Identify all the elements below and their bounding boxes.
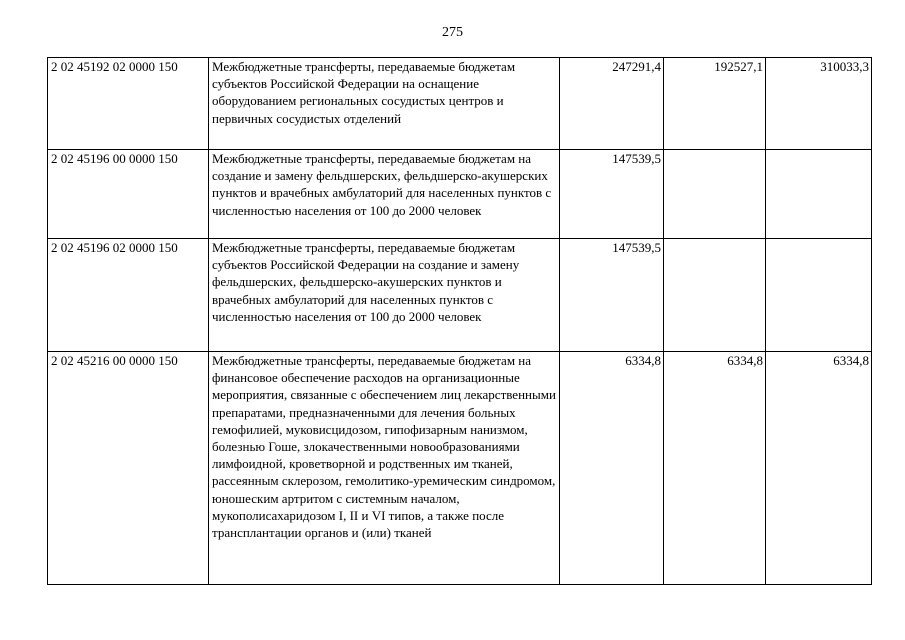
value-cell-2: 6334,8 [664,352,766,585]
description-cell: Межбюджетные трансферты, передаваемые бюджетам субъектов Российской Федерации на создание и замену фельдшерских, фельдшерско-акушерских пунктов и врачебных амбулаторий для населенных пунктов с численностью населения от 100 до 2000 человек [209,239,560,352]
value-cell-2 [664,239,766,352]
value-cell-1: 147539,5 [560,150,664,239]
table-row [48,150,872,239]
budget-code-cell: 2 02 45196 02 0000 150 [48,239,209,352]
budget-code-cell: 2 02 45196 00 0000 150 [48,150,209,239]
value-cell-2 [664,150,766,239]
value-cell-1: 147539,5 [560,239,664,352]
description-cell: Межбюджетные трансферты, передаваемые бюджетам субъектов Российской Федерации на оснащение оборудованием региональных сосудистых центров и первичных сосудистых отделений [209,58,560,150]
value-cell-3: 310033,3 [766,58,872,150]
page-number: 275 [442,25,463,40]
table-row [48,352,872,585]
value-cell-1: 247291,4 [560,58,664,150]
table-row [48,239,872,352]
budget-code-cell: 2 02 45216 00 0000 150 [48,352,209,585]
value-cell-2: 192527,1 [664,58,766,150]
description-cell: Межбюджетные трансферты, передаваемые бюджетам на создание и замену фельдшерских, фельдшерско-акушерских пунктов и врачебных амбулаторий для населенных пунктов с численностью населения от 100 до 2000 человек [209,150,560,239]
table-row [48,58,872,150]
value-cell-3 [766,239,872,352]
budget-code-cell: 2 02 45192 02 0000 150 [48,58,209,150]
value-cell-3: 6334,8 [766,352,872,585]
description-cell: Межбюджетные трансферты, передаваемые бюджетам на финансовое обеспечение расходов на организационные мероприятия, связанные с обеспечением лиц лекарственными препаратами, предназначенными для лечения больных гемофилией, муковисцидозом, гипофизарным нанизмом, болезнью Гоше, злокачественными новообразованиями лимфоидной, кроветворной и родственных им тканей, рассеянным склерозом, гемолитико-уремическим синдромом, юношеским артритом с системным началом, мукополисахаридозом I, II и VI типов, а также после трансплантации органов и (или) тканей [209,352,560,585]
budget-table [47,57,872,585]
value-cell-1: 6334,8 [560,352,664,585]
value-cell-3 [766,150,872,239]
